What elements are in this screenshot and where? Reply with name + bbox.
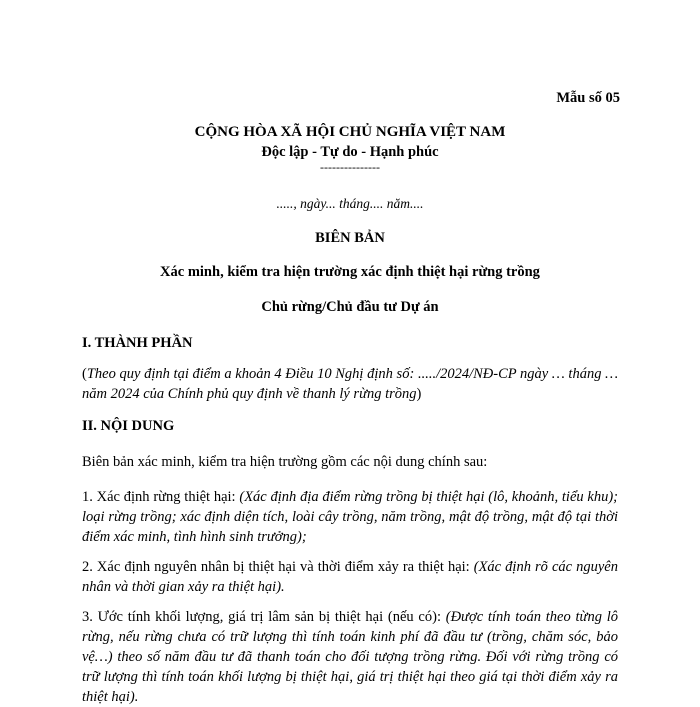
- section-2-heading: II. NỘI DUNG: [82, 418, 175, 434]
- item-1-note: (Xác định địa điểm rừng trồng bị thiệt hại (lô, khoảnh, tiểu khu); loại rừng trồng; xác định diện tích, loài cây trồng, năm trồng, mật độ trồng, mật độ tại thời điểm xác minh, tình hình sinh trưởng);: [82, 489, 619, 545]
- country-header: CỘNG HÒA XÃ HỘI CHỦ NGHĨA VIỆT NAM: [194, 124, 506, 140]
- motto: Độc lập - Tự do - Hạnh phúc: [261, 144, 439, 160]
- document-subtitle: Xác minh, kiểm tra hiện trường xác định thiệt hại rừng trồng: [160, 264, 540, 280]
- header-rule: ---------------: [320, 160, 380, 174]
- form-number: Mẫu số 05: [556, 90, 620, 106]
- owner-line: Chủ rừng/Chủ đầu tư Dự án: [261, 299, 439, 315]
- item-2: [82, 557, 618, 597]
- close-paren: ): [416, 386, 422, 402]
- item-1: [82, 487, 618, 547]
- item-3-note: (Được tính toán theo từng lô rừng, nếu rừng chưa có trữ lượng thì tính toán kinh phí đã đầu tư (trồng, chăm sóc, bảo vệ…) theo số năm đầu tư đã thanh toán cho đối tượng trồng rừng. Đối với rừng trồng có trữ lượng thì tính toán khối lượng bị thiệt hại, giá trị thiệt hại theo giá tại thời điểm xảy ra thiệt hại).: [82, 609, 618, 705]
- section-1-heading: I. THÀNH PHẦN: [82, 335, 193, 351]
- document-title: BIÊN BẢN: [315, 230, 385, 246]
- open-paren: (: [82, 366, 87, 382]
- section-1-note: [82, 364, 618, 404]
- date-line: ....., ngày... tháng.... năm....: [276, 196, 424, 211]
- section-2-intro: Biên bản xác minh, kiểm tra hiện trường gồm các nội dung chính sau:: [82, 454, 488, 470]
- item-2-label: 2. Xác định nguyên nhân bị thiệt hại và thời điểm xảy ra thiệt hại:: [82, 559, 474, 575]
- item-3-label: 3. Ước tính khối lượng, giá trị lâm sản bị thiệt hại (nếu có):: [82, 609, 446, 625]
- item-1-label: 1. Xác định rừng thiệt hại:: [82, 489, 240, 505]
- item-3: [82, 607, 618, 707]
- legal-basis-note: Theo quy định tại điểm a khoản 4 Điều 10 Nghị định số: ...../2024/NĐ-CP ngày … tháng … năm 2024 của Chính phủ quy định về thanh lý rừng trồng: [82, 366, 618, 402]
- item-2-note: (Xác định rõ các nguyên nhân và thời gian xảy ra thiệt hại).: [82, 559, 618, 595]
